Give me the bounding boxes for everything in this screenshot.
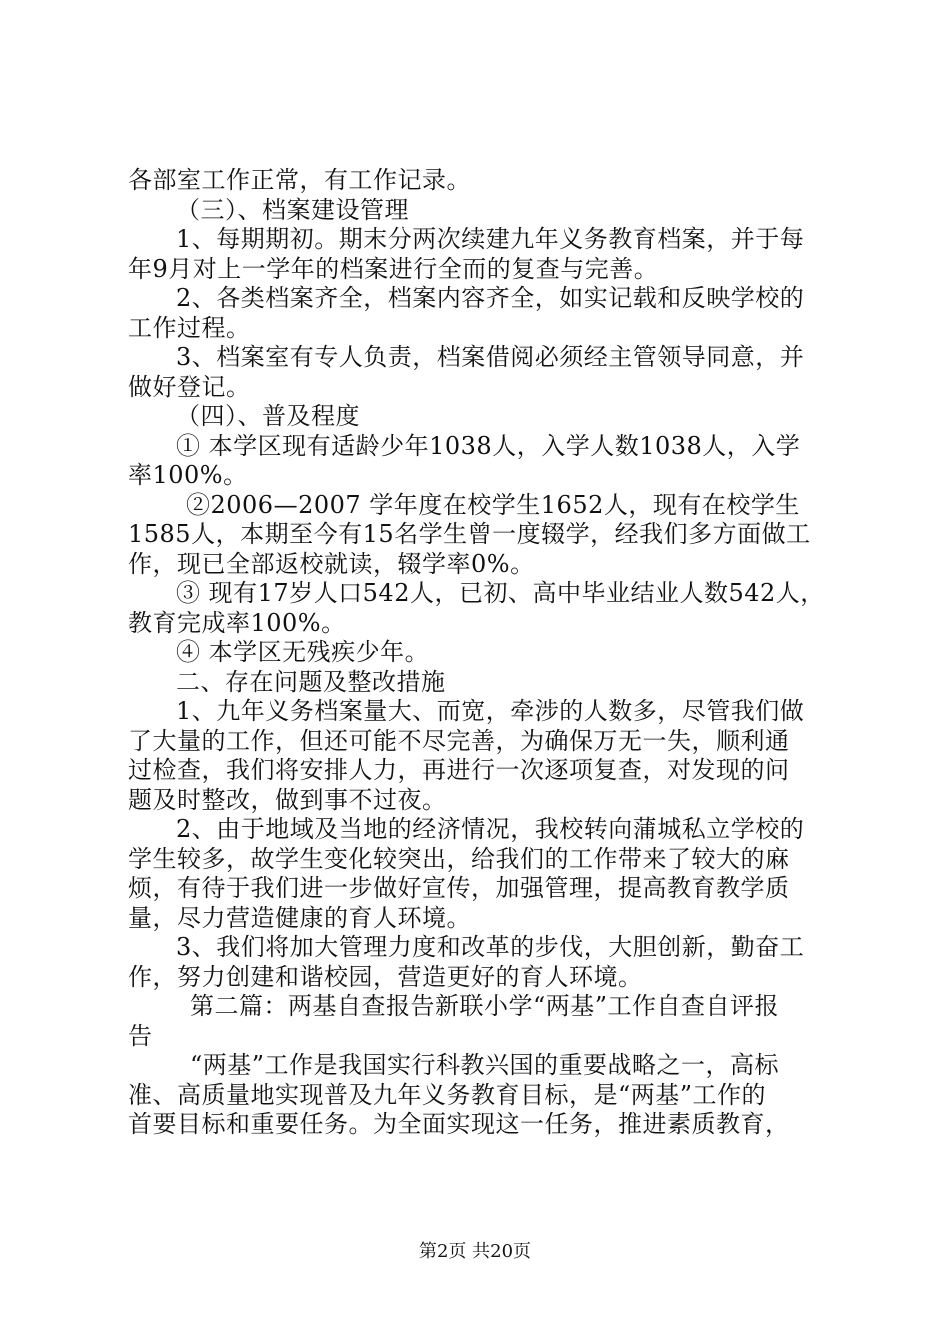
text-line: 学生较多，故学生变化较突出，给我们的工作带来了较大的麻 <box>128 844 790 873</box>
text-line: 1、每期期初。期末分两次续建九年义务教育档案，并于每 <box>176 225 805 253</box>
section-heading: 二、存在问题及整改措施 <box>176 667 446 696</box>
text-line: 2、由于地域及当地的经济情况，我校转向蒲城私立学校的 <box>176 815 805 843</box>
text-line: 3、我们将加大管理力度和改革的步伐，大胆创新，勤奋工 <box>176 933 805 961</box>
text-line: 率100%。 <box>128 461 248 489</box>
chapter-heading-continued: 告 <box>128 1021 153 1050</box>
text-line: 烦，有待于我们进一步做好宣传，加强管理，提高教育教学质 <box>128 874 790 902</box>
text-line: 作，努力创建和谐校园，营造更好的育人环境。 <box>128 962 643 991</box>
text-line: 年9月对上一学年的档案进行全而的复查与完善。 <box>128 254 659 283</box>
text-line: 3、档案室有专人负责，档案借阅必须经主管领导同意，并 <box>176 343 805 371</box>
text-line: 量，尽力营造健康的育人环境。 <box>128 903 471 932</box>
text-line: ③ 现有17岁人口542人，已初、高中毕业结业人数542人， <box>176 579 825 607</box>
text-line: ① 本学区现有适龄少年1038人，入学人数1038人，入学 <box>176 431 801 460</box>
section-heading: （三）、档案建设管理 <box>176 195 409 224</box>
text-line: 首要目标和重要任务。为全面实现这一任务，推进素质教育， <box>128 1110 790 1138</box>
text-line: 过检查，我们将安排人力，再进行一次逐项复查，对发现的问 <box>128 756 790 784</box>
text-line: 准、高质量地实现普及九年义务教育目标，是“两基”工作的 <box>128 1080 767 1109</box>
section-heading: （四）、普及程度 <box>176 402 360 430</box>
text-line: 各部室工作正常，有工作记录。 <box>128 166 471 194</box>
chapter-heading: 第二篇：两基自查报告新联小学“两基”工作自查自评报 <box>190 992 780 1020</box>
page-number-footer: 第2页 共20页 <box>418 1241 532 1262</box>
text-line: 作，现已全部返校就读，辍学率0%。 <box>128 549 535 578</box>
text-line: 2、各类档案齐全，档案内容齐全，如实记载和反映学校的 <box>176 284 805 312</box>
text-line: “两基”工作是我国实行科教兴国的重要战略之一，高标 <box>190 1051 780 1079</box>
text-line: ④ 本学区无残疾少年。 <box>176 638 430 666</box>
text-line: ②2006—2007 学年度在校学生1652人，现有在校学生 <box>186 490 800 519</box>
text-line: 题及时整改，做到事不过夜。 <box>128 785 447 814</box>
text-line: 1、九年义务档案量大、而宽，牵涉的人数多，尽管我们做 <box>176 697 805 725</box>
text-line: 1585人，本期至今有15名学生曾一度辍学，经我们多方面做工 <box>128 520 811 548</box>
text-line: 了大量的工作，但还可能不尽完善，为确保万无一失，顺利通 <box>128 726 790 755</box>
text-line: 教育完成率100%。 <box>128 608 346 637</box>
document-body <box>128 166 834 1140</box>
text-line: 做好登记。 <box>128 372 251 401</box>
text-line: 工作过程。 <box>128 313 251 342</box>
